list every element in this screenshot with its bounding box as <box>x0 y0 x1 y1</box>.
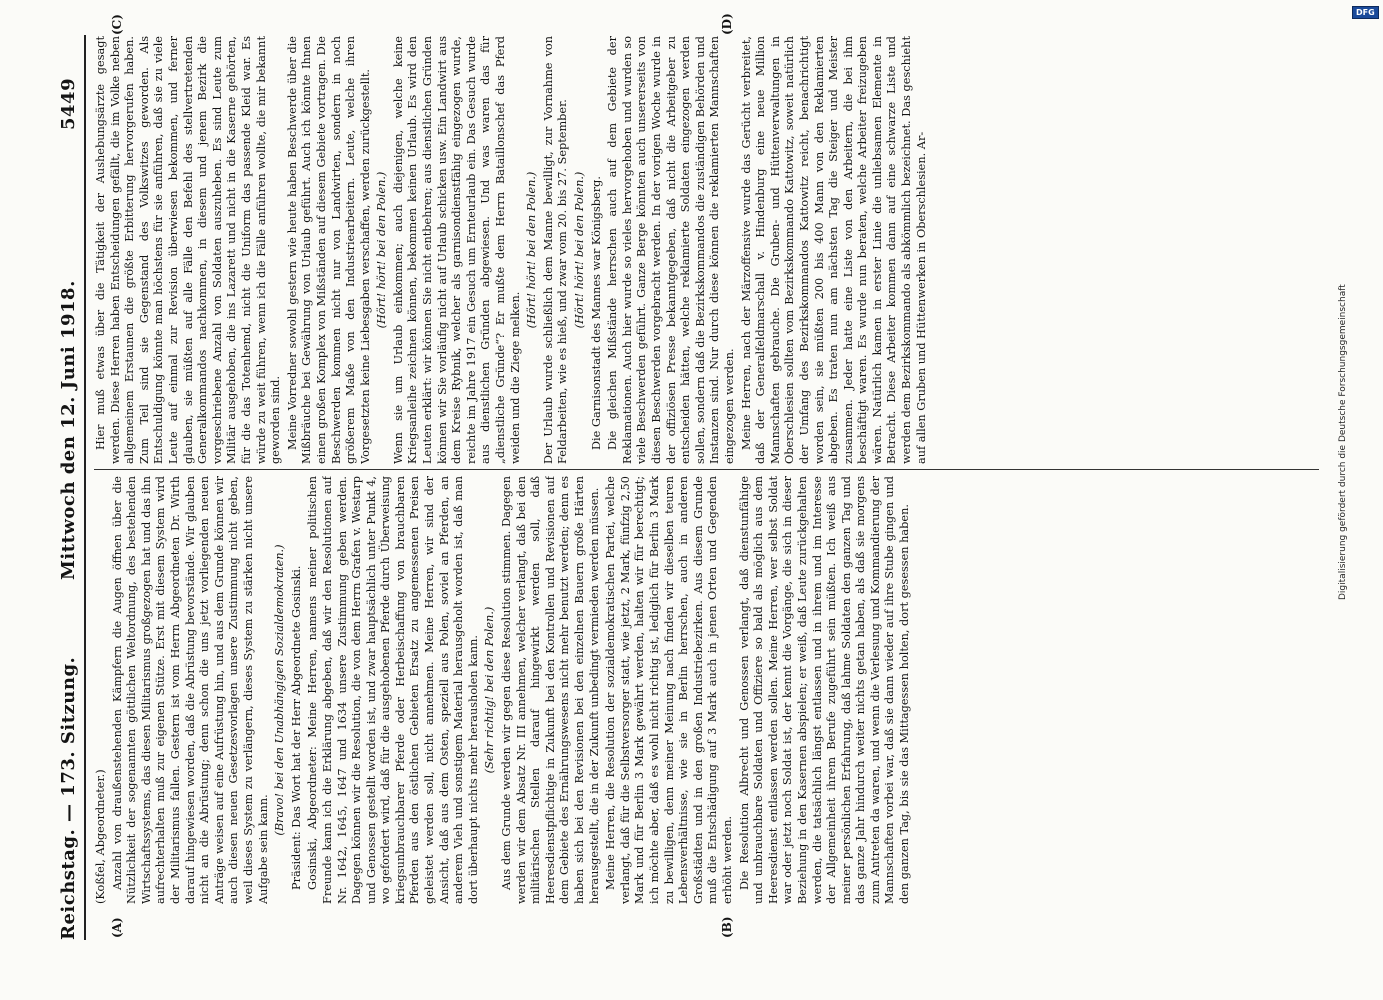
interjection: (Hört! hört! bei den Polen.) <box>525 171 539 329</box>
digitization-credit: Digitalisierung gefördert durch die Deutsche Forschungsgemeinschaft <box>1338 284 1348 600</box>
column-divider <box>94 469 1319 470</box>
paragraph: Meine Herren, nach der Märzoffensive wurde das Gerücht verbreitet, daß der Generalfeldmarschall v. Hindenburg eine neue Million Mannschaften gebrauche. Die Gruben- und Hüttenverwaltungen in Oberschlesien sollten vom Bezirkskommando Kattowitz, soweit natürlich der Umfang des Bezirkskommandos Kattowitz reicht, benachrichtigt worden sein, sie müßten 200 bis 400 Mann von den Reklamierten abgeben. Es traten nun am nächsten Tag die Steiger und Meister zusammen. Jeder hatte eine Liste von den Arbeitern, die bei ihm beschäftigt waren. Es wurde nun beraten, welche Arbeiter freizugeben wären. Natürlich kamen in erster Linie die unliebsamen Elemente in Betracht. Diese Arbeiter kommen dann auf eine schwarze Liste und werden dem Bezirkskommando als abkömmlich bezeichnet. Das geschieht auf allen Gruben und Hüttenwerken in Oberschlesien. Ar- <box>739 36 928 464</box>
margin-marker-d: (D) <box>720 13 734 35</box>
paragraph: Präsident: Das Wort hat der Herr Abgeordnete Gosinski. <box>289 565 303 890</box>
header-rule <box>84 35 86 940</box>
page-header-left: Reichstag. — 173. Sitzung. <box>58 656 79 940</box>
paragraph: Der Urlaub wurde schließlich dem Manne bewilligt, zur Vornahme von Feldarbeiten, wie es hieß, und zwar vom 20. bis 27. September. <box>541 36 570 464</box>
paragraph: Aus dem Grunde werden wir gegen diese Resolution stimmen. Dagegen werden wir dem Absatz Nr. III annehmen, welcher verlangt, daß bei den militärischen Stellen darauf hingewirkt werden soll, daß Heeresdienstpflichtige in Zukunft bei den Kontrollen und Revisionen auf dem Gebiete des Ernährungswesens nicht mehr benutzt werden; denn es haben sich bei den Revisionen bei den einzelnen Bauern große Härten herausgestellt, die in der Zukunft unbedingt vermieden werden müssen. <box>500 476 601 904</box>
paragraph: Die gleichen Mißstände herrschen auch auf dem Gebiete der Reklamationen. Auch hier wurde so vieles hervorgehoben und wurden so viele Beschwerden geführt. Ganze Berge könnten auch unsererseits von diesen Beschwerden vorgebracht werden. In der vorigen Woche wurde in der offiziösen Presse bekanntgegeben, daß nicht die Arbeitgeber zu entscheiden hätten, welche reklamierte Soldaten eingezogen werden sollen, sondern daß die Bezirkskommandos die zuständigen Behörden und Instanzen sind. Nur durch diese können die reklamierten Mannschaften eingezogen werden. <box>606 36 736 464</box>
interjection: (Hört! hört! bei den Polen.) <box>375 171 389 329</box>
paragraph: Meine Vorredner sowohl gestern wie heute haben Beschwerde über die Mißbräuche bei Gewährung von Urlaub geführt. Auch ich könnte Ihnen einen großen Komplex von Mißständen auf diesem Gebiete vortragen. Die Beschwerden kommen nicht nur von Landwirten, sondern in noch größerem Maße von den Industriearbeitern. Leute, welche ihren Vorgesetzten keine Liebesgaben verschaffen, werden zurückgestellt. <box>285 36 372 464</box>
paragraph: Meine Herren, die Resolution der sozialdemokratischen Partei, welche verlangt, daß für die Selbstversorger statt, wie jetzt, 2 Mark, fünfzig 2,50 Mark und für Berlin 3 Mark gewährt werden, halten wir für berechtigt; ich möchte aber, daß es wohl nicht richtig ist, lediglich für Berlin 3 Mark zu bewilligen, denn meiner Meinung nach finden wir dieselben teuren Lebensverhältnisse, wie sie in Berlin herrschen, auch in anderen Großstädten und in den großen Industriebezirken. Aus diesem Grunde muß die Entschädigung auf 3 Mark auch in jenen Orten und Gegenden erhöht werden. <box>604 476 734 904</box>
paragraph: Anzahl von draußenstehenden Kämpfern die Augen öffnen über die Nützlichkeit der sogenannten göttlichen Weltordnung, des bestehenden Wirtschaftssystems, das diesen Militarismus großgezogen hat und das ihn aufrechterhalten muß zur eigenen Stütze. Erst mit diesem System wird der Militarismus fallen. Gestern ist vom Herrn Abgeordneten Dr. Wirth darauf hingewiesen worden, daß die Abrüstung bevorstände. Wir glauben nicht an die Abrüstung; denn schon die uns jetzt vorliegenden neuen Anträge weisen auf eine Aufrüstung hin, und aus dem Grunde können wir auch diesen neuen Gesetzesvorlagen unsere Zustimmung nicht geben, weil dieses System zu verlängern, dieses System zu stärken nicht unsere Aufgabe sein kann. <box>110 476 270 904</box>
paragraph: Wenn sie um Urlaub einkommen; auch diejenigen, welche keine Kriegsanleihe zeichnen können, bekommen keinen Urlaub. Es wird den Leuten erklärt: wir können Sie nicht entbehren; aus dienstlichen Gründen können wir Sie vorläufig nicht auf Urlaub schicken usw. Ein Landwirt aus dem Kreise Rybnik, welcher als garnisondienstfähig eingezogen wurde, reichte im Jahre 1917 ein Gesuch um Ernteurlaub ein. Das Gesuch wurde aus dienstlichen Gründen abgewiesen. Und was waren das für „dienstliche Gründe“? Er mußte dem Herrn Bataillonschef das Pferd weiden und die Ziege melken. <box>391 36 522 464</box>
interjection: (Sehr richtig! bei den Polen.) <box>483 606 497 774</box>
interjection: (Hört! hört! bei den Polen.) <box>573 171 586 329</box>
paragraph: Die Resolution Albrecht und Genossen verlangt, daß dienstunfähige und unbrauchbare Soldaten und Offiziere so bald als möglich aus dem Heeresdienst entlassen werden sollen. Meine Herren, wer selbst Soldat war oder jetzt noch Soldat ist, der kennt die Vorgänge, die sich in dieser Beziehung in den Kasernen abspielen; er weiß, daß Leute zurückgehalten werden, die tatsächlich längst entlassen und in ihrem und im Interesse der Allgemeinheit ihrem Berufe zugeführt sein müßten. Ich weiß aus meiner persönlichen Erfahrung, daß lahme Soldaten den ganzen Tag und das ganze Jahr hindurch weiter nichts getan haben, als daß sie morgens zum Antreten da waren, und wenn die Verlesung und Kommandierung der Mannschaften vorbei war, daß sie dann wieder auf ihre Stube gingen und den ganzen Tag, bis sie das Mittagessen holten, dort gesessen haben. <box>737 476 912 904</box>
paragraph: (Koßfel, Abgeordneter.) <box>94 769 107 904</box>
right-text-column <box>94 36 1324 464</box>
paragraph: Die Garnisonstadt des Mannes war Königsberg. <box>589 176 603 450</box>
left-text-column <box>94 476 1324 904</box>
paragraph: Gosinski, Abgeordneter: Meine Herren, namens meiner politischen Freunde kann ich die Erklärung abgeben, daß wir den Resolutionen auf Nr. 1642, 1645, 1647 und 1634 unsere Zustimmung geben werden. Dagegen können wir die Resolution, die von dem Herrn Grafen v. Westarp und Genossen gestellt worden ist, und zwar hauptsächlich unter Punkt 4, wo gefordert wird, daß für die ausgehobenen Pferde durch Überweisung kriegsunbrauchbarer Pferde oder Herbeischaffung von brauchbaren Pferden aus den östlichen Gebieten Ersatz zu angemessenen Preisen geleistet werden soll, nicht annehmen. Meine Herren, wir sind der Ansicht, daß aus dem Osten, speziell aus Polen, soviel an Pferden, an anderem Vieh und sonstigem Material herausgeholt worden ist, daß man dort überhaupt nichts mehr herausholen kann. <box>306 476 480 904</box>
margin-marker-c: (C) <box>110 14 124 35</box>
paragraph: Hier muß etwas über die Tätigkeit der Aushebungsärzte gesagt werden. Diese Herren haben Entscheidungen gefällt, die im Volke neben allgemeinem Erstaunen die größte Erbitterung hervorgerufen haben. Zum Teil sind sie Gegenstand des Volkswitzes geworden. Als Entschuldigung könnte man höchstens für sie anführen, daß sie zu viele Leute auf einmal zur Revision überwiesen bekommen, und ferner glauben, sie müßten auf alle Fälle den Befehl des stellvertretenden Generalkommandos nachkommen, in diesem und jenem Bezirk die vorgeschriebene Anzahl von Soldaten auszuheben. Es sind Leute zum Militär ausgehoben, die ins Lazarett und nicht in die Kaserne gehörten, für die das Totenhemd, nicht die Uniform das passende Kleid war. Es würde zu weit führen, wenn ich die Fälle anführen wollte, die mir bekannt geworden sind. <box>94 36 283 464</box>
dfg-logo: DFG <box>1352 6 1379 19</box>
interjection: (Bravo! bei den Unabhängigen Sozialdemokraten.) <box>273 544 287 836</box>
page-number: 5449 <box>58 77 79 130</box>
margin-marker-b: (B) <box>720 916 734 938</box>
page-header-date: Mittwoch den 12. Juni 1918. <box>58 280 79 580</box>
margin-marker-a: (A) <box>110 917 124 938</box>
